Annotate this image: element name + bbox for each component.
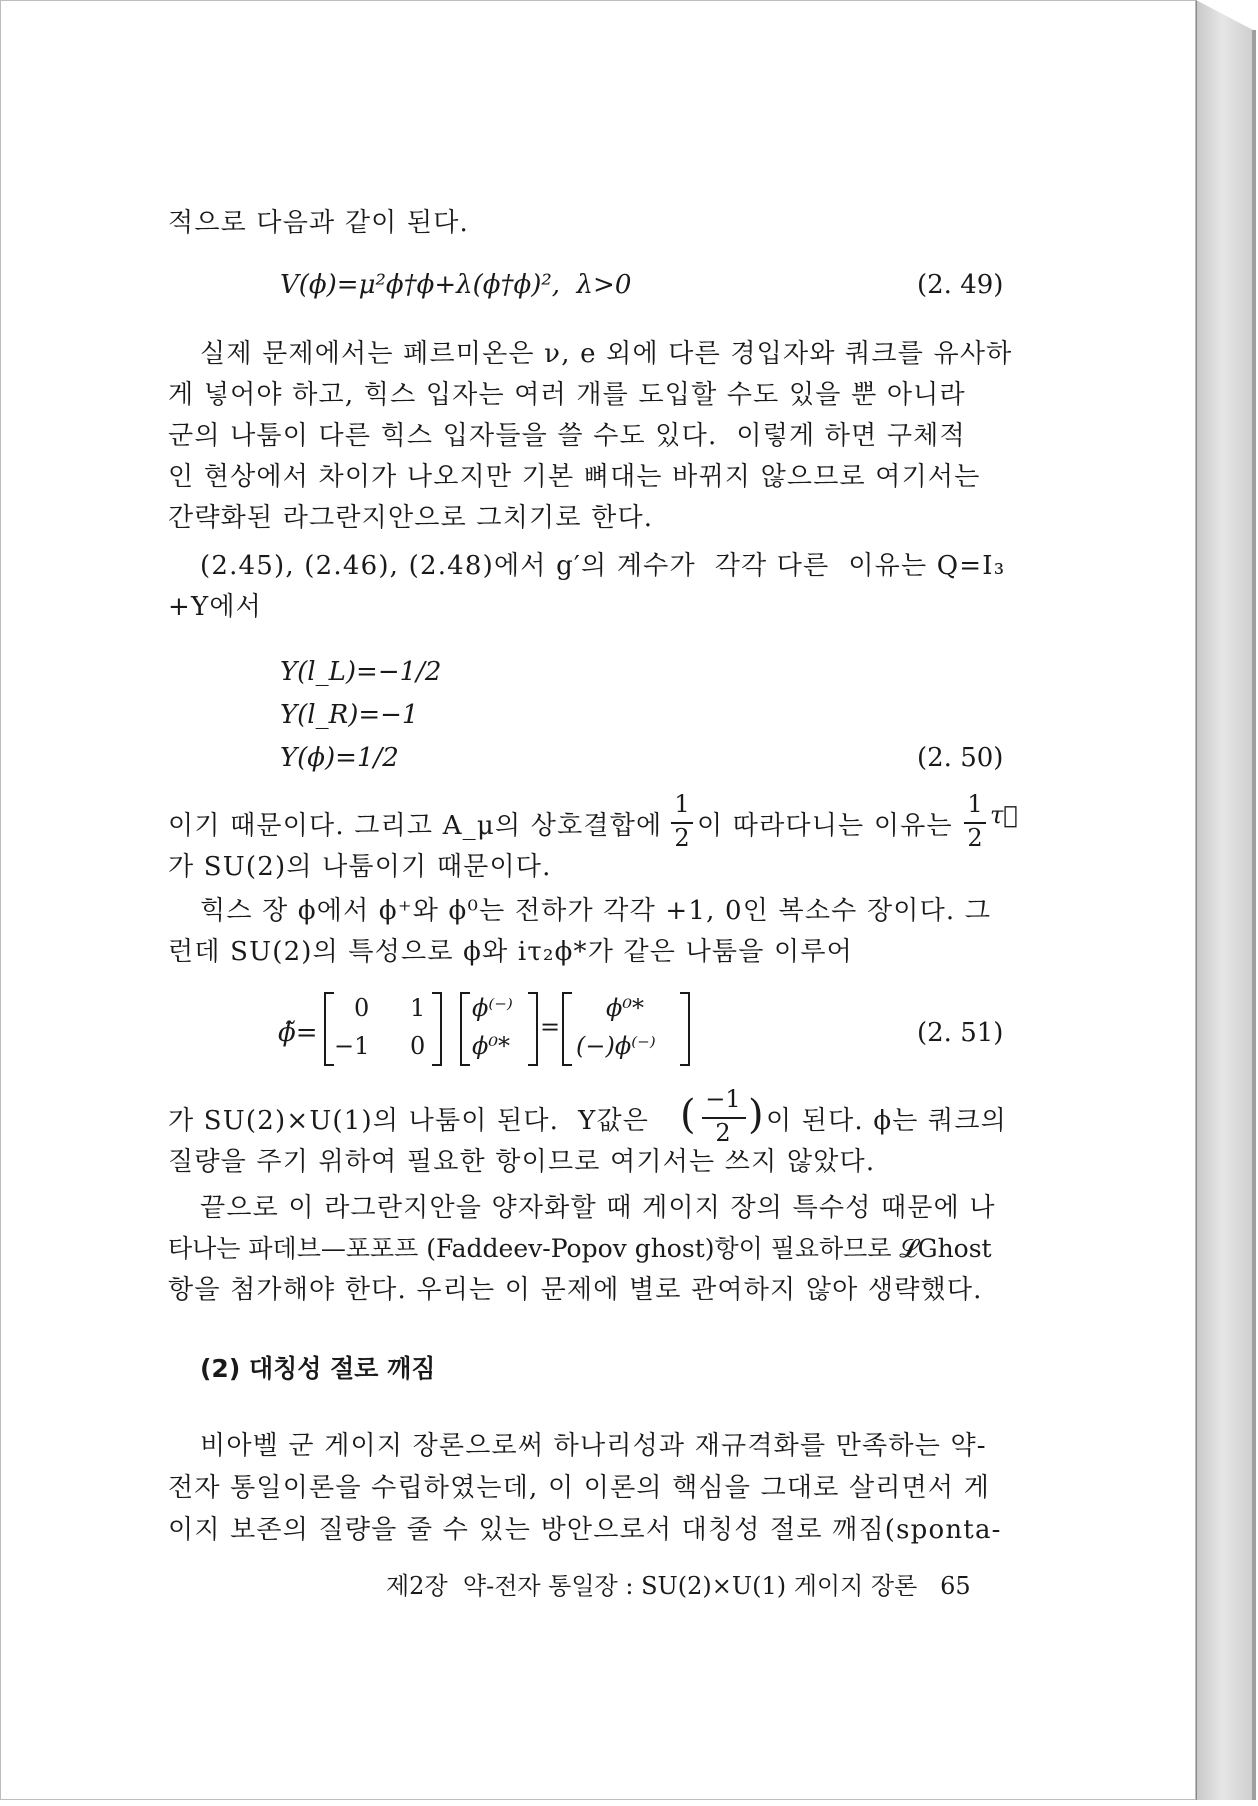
text-line: 전자 통일이론을 수립하였는데, 이 이론의 핵심을 그대로 살리면서 게 (168, 1473, 991, 1503)
equals-sign: = (540, 1013, 561, 1041)
equation-number: (2. 51) (917, 1018, 1004, 1048)
page-shadow (1252, 30, 1256, 1800)
section-heading: (2) 대칭성 절로 깨짐 (200, 1354, 436, 1383)
equation-number: (2. 49) (917, 270, 1004, 300)
equation-2-49: V(ϕ)=μ²ϕ†ϕ+λ(ϕ†ϕ)², λ>0 (280, 270, 632, 300)
fraction-numerator: 1 (967, 790, 983, 818)
paren-right: ) (748, 1092, 765, 1138)
vector-bracket-right (680, 992, 690, 1066)
text-line: 실제 문제에서는 페르미온은 ν, e 외에 다른 경입자와 쿼크를 유사하 (200, 339, 1013, 369)
hypercharge-line: Y(l_R)=−1 (280, 700, 419, 730)
vector-cell: ϕ⁰* (472, 1032, 510, 1060)
matrix-bracket-right (432, 992, 442, 1066)
text-line: 타나는 파데브—포포프 (Faddeev-Popov ghost)항이 필요하므로 𝓛Ghost (168, 1234, 992, 1263)
equation-2-51-lhs: ϕ̃= (278, 1018, 318, 1048)
text-line: 이 된다. ϕ는 쿼크의 (766, 1106, 1007, 1136)
text-line: 힉스 장 ϕ에서 ϕ⁺와 ϕ⁰는 전하가 각각 +1, 0인 복소수 장이다. 그 (200, 896, 992, 926)
text-line: 적으로 다음과 같이 된다. (168, 208, 470, 238)
text-line: 간략화된 라그란지안으로 그치기로 한다. (168, 503, 654, 533)
vector-cell: ϕ⁽⁻⁾ (472, 994, 513, 1022)
matrix-cell: 0 (410, 1032, 426, 1060)
vector-cell: (−)ϕ⁽⁻⁾ (576, 1032, 656, 1060)
text-line: 질량을 주기 위하여 필요한 항이므로 여기서는 쓰지 않았다. (168, 1147, 876, 1177)
matrix-cell: 1 (410, 994, 426, 1022)
vector-bracket-left (460, 992, 470, 1066)
fraction-numerator: 1 (674, 790, 690, 818)
text-line: 항을 첨가해야 한다. 우리는 이 문제에 별로 관여하지 않아 생략했다. (168, 1275, 983, 1305)
text-line: 게 넣어야 하고, 힉스 입자는 여러 개를 도입할 수도 있을 뿐 아니라 (168, 380, 966, 410)
paren-left: ( (680, 1092, 697, 1138)
text-line: 끝으로 이 라그란지안을 양자화할 때 게이지 장의 특수성 때문에 나 (200, 1193, 996, 1223)
text-line: 군의 나툼이 다른 힉스 입자들을 쓸 수도 있다. 이렇게 하면 구체적 (168, 421, 966, 451)
matrix-cell: 0 (354, 994, 370, 1022)
text-line: 이 따라다니는 이유는 (697, 811, 953, 841)
vector-bracket-left (562, 992, 572, 1066)
text-line: 인 현상에서 차이가 나오지만 기본 뼈대는 바뀌지 않으므로 여기서는 (168, 462, 981, 492)
text-line: +Y에서 (168, 592, 262, 622)
vector-cell: ϕ⁰* (606, 994, 644, 1022)
page-footer: 제2장 약-전자 통일장 : SU(2)×U(1) 게이지 장론 65 (386, 1572, 971, 1600)
text-line: 이기 때문이다. 그리고 A_μ의 상호결합에 (168, 811, 663, 841)
matrix-bracket-left (324, 992, 334, 1066)
tau-vector: τ⃗ (990, 801, 1018, 829)
equation-number: (2. 50) (917, 743, 1004, 773)
hypercharge-line: Y(ϕ)=1/2 (280, 743, 399, 773)
text-line: 비아벨 군 게이지 장론으로써 하나리성과 재규격화를 만족하는 약- (200, 1431, 987, 1461)
fraction-numerator: −1 (705, 1085, 741, 1113)
matrix-cell: −1 (334, 1032, 370, 1060)
text-line: 가 SU(2)의 나툼이기 때문이다. (168, 852, 552, 882)
fraction-denominator: 2 (674, 824, 690, 852)
fraction-denominator: 2 (967, 824, 983, 852)
text-line: 이지 보존의 질량을 줄 수 있는 방안으로서 대칭성 절로 깨짐(sponta- (168, 1515, 1002, 1545)
hypercharge-line: Y(l_L)=−1/2 (280, 657, 442, 687)
fraction-denominator: 2 (715, 1119, 731, 1147)
page-stack-edge (1196, 0, 1253, 1800)
text-line: (2.45), (2.46), (2.48)에서 g′의 계수가 각각 다른 이유는 Q=I₃ (200, 551, 1006, 581)
text-line: 런데 SU(2)의 특성으로 ϕ와 iτ₂ϕ*가 같은 나툼을 이루어 (168, 937, 853, 967)
text-line: 가 SU(2)×U(1)의 나툼이 된다. Y값은 (168, 1106, 650, 1136)
vector-bracket-right (528, 992, 538, 1066)
